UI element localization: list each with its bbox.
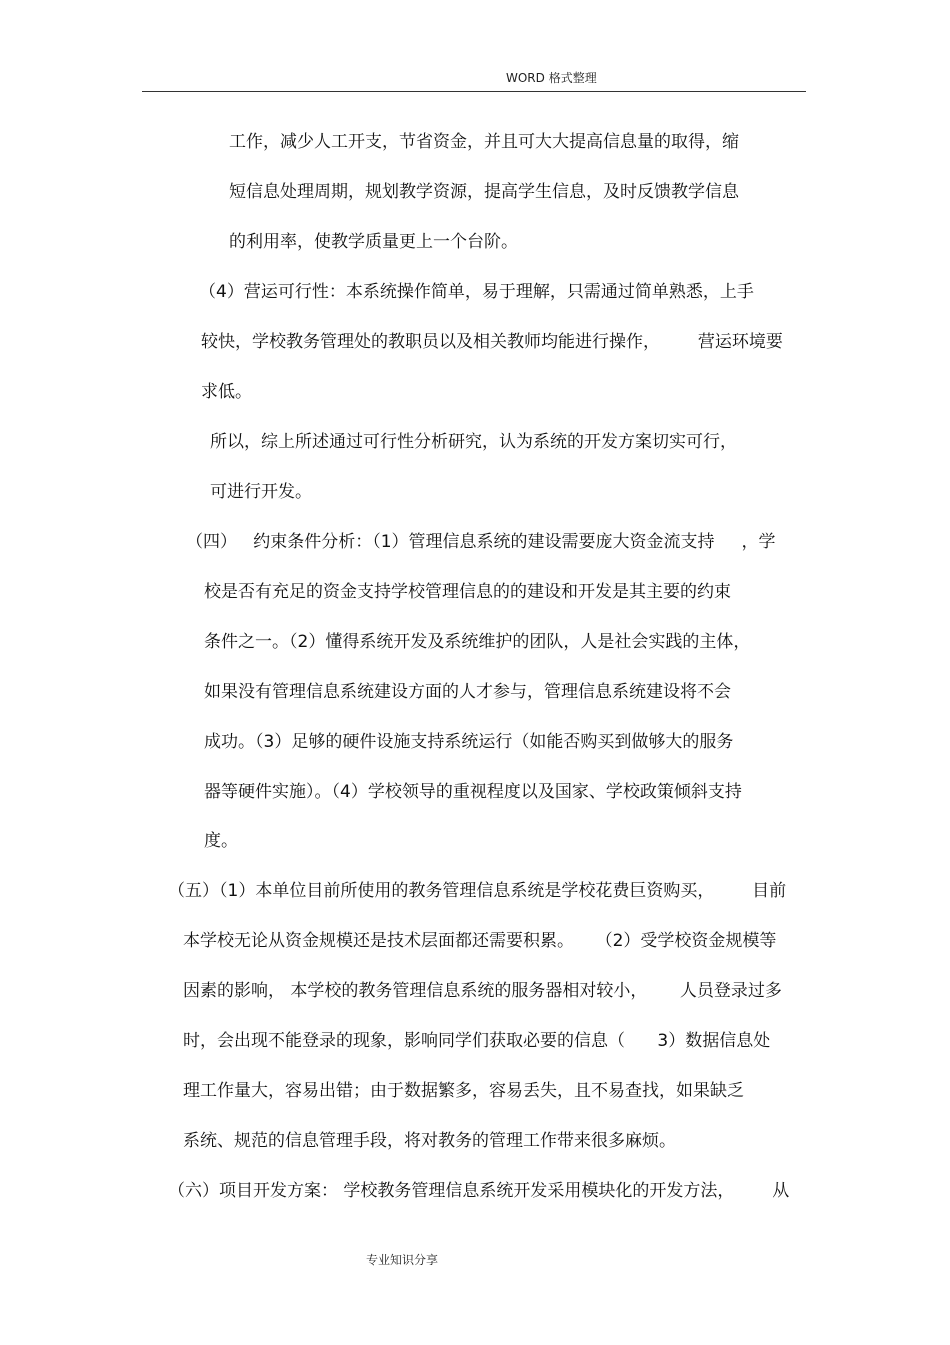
body-line-8: 可进行开发。 [210,482,312,502]
body-line-17: 本学校无论从资金规模还是技术层面都还需要积累。 （2）受学校资金规模等 [183,931,777,951]
body-line-15: 度。 [204,831,238,851]
body-line-4: （4）营运可行性：本系统操作简单，易于理解，只需通过简单熟悉，上手 [199,282,754,302]
body-line-10: 校是否有充足的资金支持学校管理信息的的建设和开发是其主要的约束 [204,582,731,602]
page-footer-text: 专业知识分享 [366,1253,439,1267]
body-line-9: （四） 约束条件分析：（1）管理信息系统的建设需要庞大资金流支持 ，学 [186,532,776,552]
body-line-18: 因素的影响， 本学校的教务管理信息系统的服务器相对较小， 人员登录过多 [183,981,782,1001]
body-line-14: 器等硬件实施）。（4）学校领导的重视程度以及国家、学校政策倾斜支持 [204,782,742,802]
body-line-20: 理工作量大，容易出错；由于数据繁多，容易丢失，且不易查找，如果缺乏 [183,1081,744,1101]
page-header-title: WORD 格式整理 [506,71,597,85]
body-line-16: （五）（1）本单位目前所使用的教务管理信息系统是学校花费巨资购买， 目前 [168,881,787,901]
body-line-22: （六）项目开发方案： 学校教务管理信息系统开发采用模块化的开发方法， 从 [168,1181,790,1201]
body-line-7: 所以，综上所述通过可行性分析研究，认为系统的开发方案切实可行， [210,432,737,452]
body-line-2: 短信息处理周期，规划教学资源，提高学生信息，及时反馈教学信息 [229,182,739,202]
body-line-13: 成功。（3）足够的硬件设施支持系统运行（如能否购买到做够大的服务 [204,732,734,752]
body-line-3: 的利用率，使教学质量更上一个台阶。 [229,232,518,252]
body-line-11: 条件之一。（2）懂得系统开发及系统维护的团队，人是社会实践的主体， [204,632,751,652]
header-divider [142,91,806,92]
body-line-5: 较快，学校教务管理处的教职员以及相关教师均能进行操作， 营运环境要 [201,332,783,352]
body-line-1: 工作，减少人工开支，节省资金，并且可大大提高信息量的取得，缩 [229,132,739,152]
body-line-19: 时，会出现不能登录的现象，影响同学们获取必要的信息（ 3）数据信息处 [183,1031,771,1051]
body-line-12: 如果没有管理信息系统建设方面的人才参与，管理信息系统建设将不会 [204,682,731,702]
body-line-6: 求低。 [201,382,252,402]
body-line-21: 系统、规范的信息管理手段，将对教务的管理工作带来很多麻烦。 [183,1131,676,1151]
